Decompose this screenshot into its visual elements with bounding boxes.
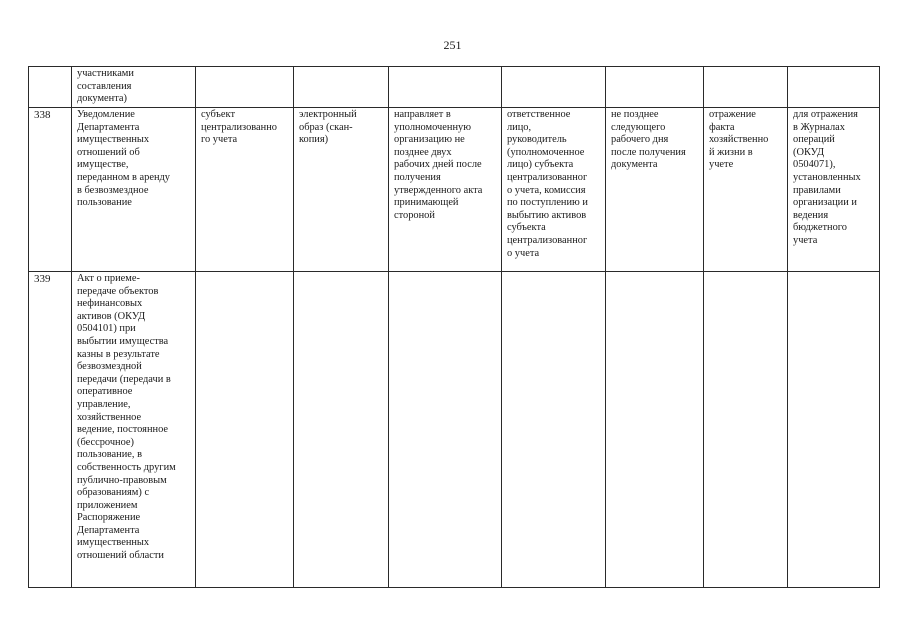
creator-cell	[196, 67, 294, 108]
form-cell	[294, 272, 389, 588]
row-number-cell	[29, 67, 72, 108]
action-cell: отражение факта хозяйственно й жизни в учете	[704, 108, 788, 272]
document-table	[28, 66, 880, 588]
row-number-cell: 338	[29, 108, 72, 272]
registration-cell: для отражения в Журналах операций (ОКУД 0504071), установленных правилами организации и ведения бюджетного учета	[788, 108, 880, 272]
registration-cell	[788, 272, 880, 588]
responsible-cell	[502, 67, 606, 108]
form-cell: электронный образ (скан- копия)	[294, 108, 389, 272]
action-cell	[704, 67, 788, 108]
deadline-cell: не позднее следующего рабочего дня после получения документа	[606, 108, 704, 272]
document-name-cell: участниками составления документа)	[72, 67, 196, 108]
row-number-cell: 339	[29, 272, 72, 588]
order-cell	[389, 67, 502, 108]
document-name-cell: Акт о приеме- передаче объектов нефинансовых активов (ОКУД 0504101) при выбытии имущества казны в результате безвозмездной передачи (передачи в оперативное управление, хозяйственное ведение, постоянное (бессрочное) пользование, в собственность другим публично-правовым образованиям) с приложением Распоряжение Департамента имущественных отношений области	[72, 272, 196, 588]
order-cell	[389, 272, 502, 588]
table-row	[29, 67, 880, 108]
form-cell	[294, 67, 389, 108]
responsible-cell	[502, 272, 606, 588]
registration-cell	[788, 67, 880, 108]
order-cell: направляет в уполномоченную организацию не позднее двух рабочих дней после получения утвержденного акта принимающей стороной	[389, 108, 502, 272]
deadline-cell	[606, 272, 704, 588]
creator-cell: субъект централизованно го учета	[196, 108, 294, 272]
responsible-cell: ответственное лицо, руководитель (уполномоченное лицо) субъекта централизованног о учета, комиссия по поступлению и выбытию активов субъекта централизованног о учета	[502, 108, 606, 272]
document-name-cell: Уведомление Департамента имущественных отношений об имуществе, переданном в аренду в безвозмездное пользование	[72, 108, 196, 272]
table-row	[29, 108, 880, 272]
page-number: 251	[443, 38, 462, 52]
action-cell	[704, 272, 788, 588]
deadline-cell	[606, 67, 704, 108]
table-row	[29, 272, 880, 588]
creator-cell	[196, 272, 294, 588]
